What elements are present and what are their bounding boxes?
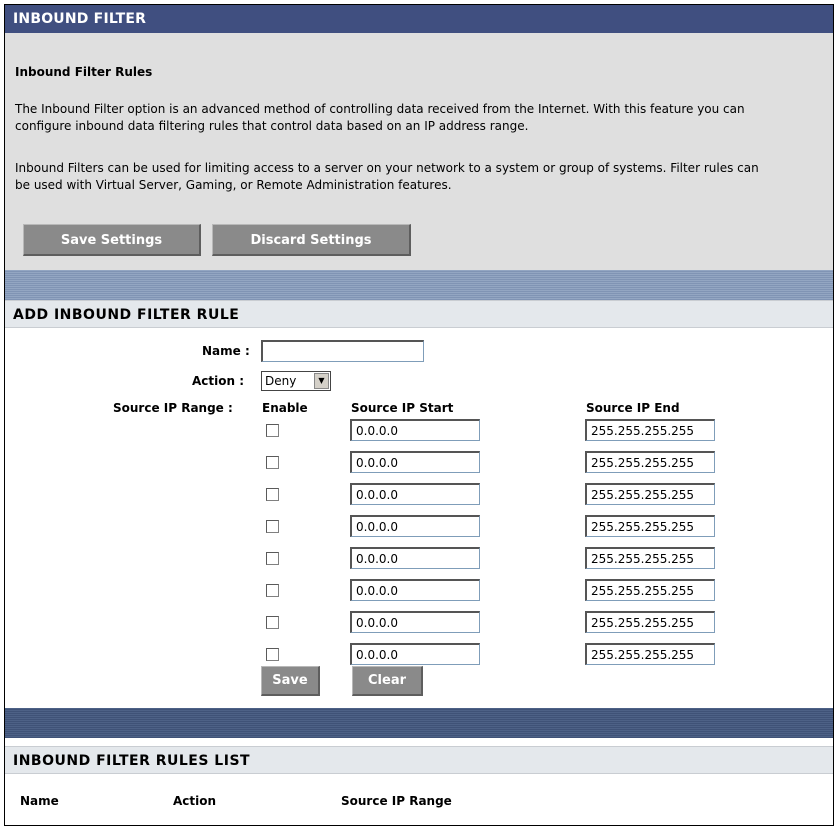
source-ip-end-input[interactable] [585,419,715,441]
enable-checkbox[interactable] [266,520,279,533]
enable-checkbox[interactable] [266,424,279,437]
save-button[interactable]: Save [261,666,320,696]
source-ip-end-input[interactable] [585,483,715,505]
source-ip-end-input[interactable] [585,515,715,537]
source-ip-start-input[interactable] [350,611,480,633]
source-ip-start-input[interactable] [350,451,480,473]
source-ip-end-input[interactable] [585,579,715,601]
description-line: be used with Virtual Server, Gaming, or Remote Administration features. [15,178,452,192]
section-divider [5,708,833,738]
clear-button[interactable]: Clear [352,666,423,696]
source-ip-end-input[interactable] [585,451,715,473]
save-settings-button[interactable]: Save Settings [23,224,201,256]
discard-settings-button[interactable]: Discard Settings [212,224,411,256]
enable-column-header: Enable [262,401,308,415]
source-ip-end-header: Source IP End [586,401,680,415]
chevron-down-icon[interactable]: ▼ [314,373,329,389]
enable-checkbox[interactable] [266,488,279,501]
add-rule-heading: ADD INBOUND FILTER RULE [5,300,833,328]
page-frame [4,4,834,826]
enable-checkbox[interactable] [266,648,279,661]
rules-list-action-header: Action [173,794,217,808]
source-ip-start-input[interactable] [350,547,480,569]
source-ip-end-input[interactable] [585,643,715,665]
description-line: The Inbound Filter option is an advanced method of controlling data received from the Internet. With this feature you can [15,102,745,116]
description-line: configure inbound data filtering rules that control data based on an IP address range. [15,119,529,133]
description-line: Inbound Filters can be used for limiting access to a server on your network to a system or group of systems. Filter rules can [15,161,759,175]
rule-name-input[interactable] [261,340,424,362]
section-divider [5,270,833,300]
enable-checkbox[interactable] [266,552,279,565]
rules-list-heading: INBOUND FILTER RULES LIST [5,746,833,774]
source-ip-start-input[interactable] [350,515,480,537]
source-ip-start-input[interactable] [350,483,480,505]
source-ip-start-input[interactable] [350,643,480,665]
section-subtitle: Inbound Filter Rules [15,65,153,79]
enable-checkbox[interactable] [266,616,279,629]
source-ip-end-input[interactable] [585,547,715,569]
enable-checkbox[interactable] [266,584,279,597]
name-label: Name : [202,344,250,358]
enable-checkbox[interactable] [266,456,279,469]
source-ip-end-input[interactable] [585,611,715,633]
source-ip-range-label: Source IP Range : [113,401,233,415]
rules-list-source-ip-range-header: Source IP Range [341,794,452,808]
action-label: Action : [192,374,245,388]
rules-list-name-header: Name [20,794,59,808]
description-paragraph-1 [15,101,825,135]
source-ip-start-input[interactable] [350,419,480,441]
source-ip-start-header: Source IP Start [351,401,454,415]
action-select[interactable] [261,371,331,391]
inbound-filter-panel [5,5,833,273]
description-paragraph-2 [15,160,825,194]
action-select-value: Deny [265,374,297,388]
source-ip-start-input[interactable] [350,579,480,601]
page-title: INBOUND FILTER [5,5,833,33]
